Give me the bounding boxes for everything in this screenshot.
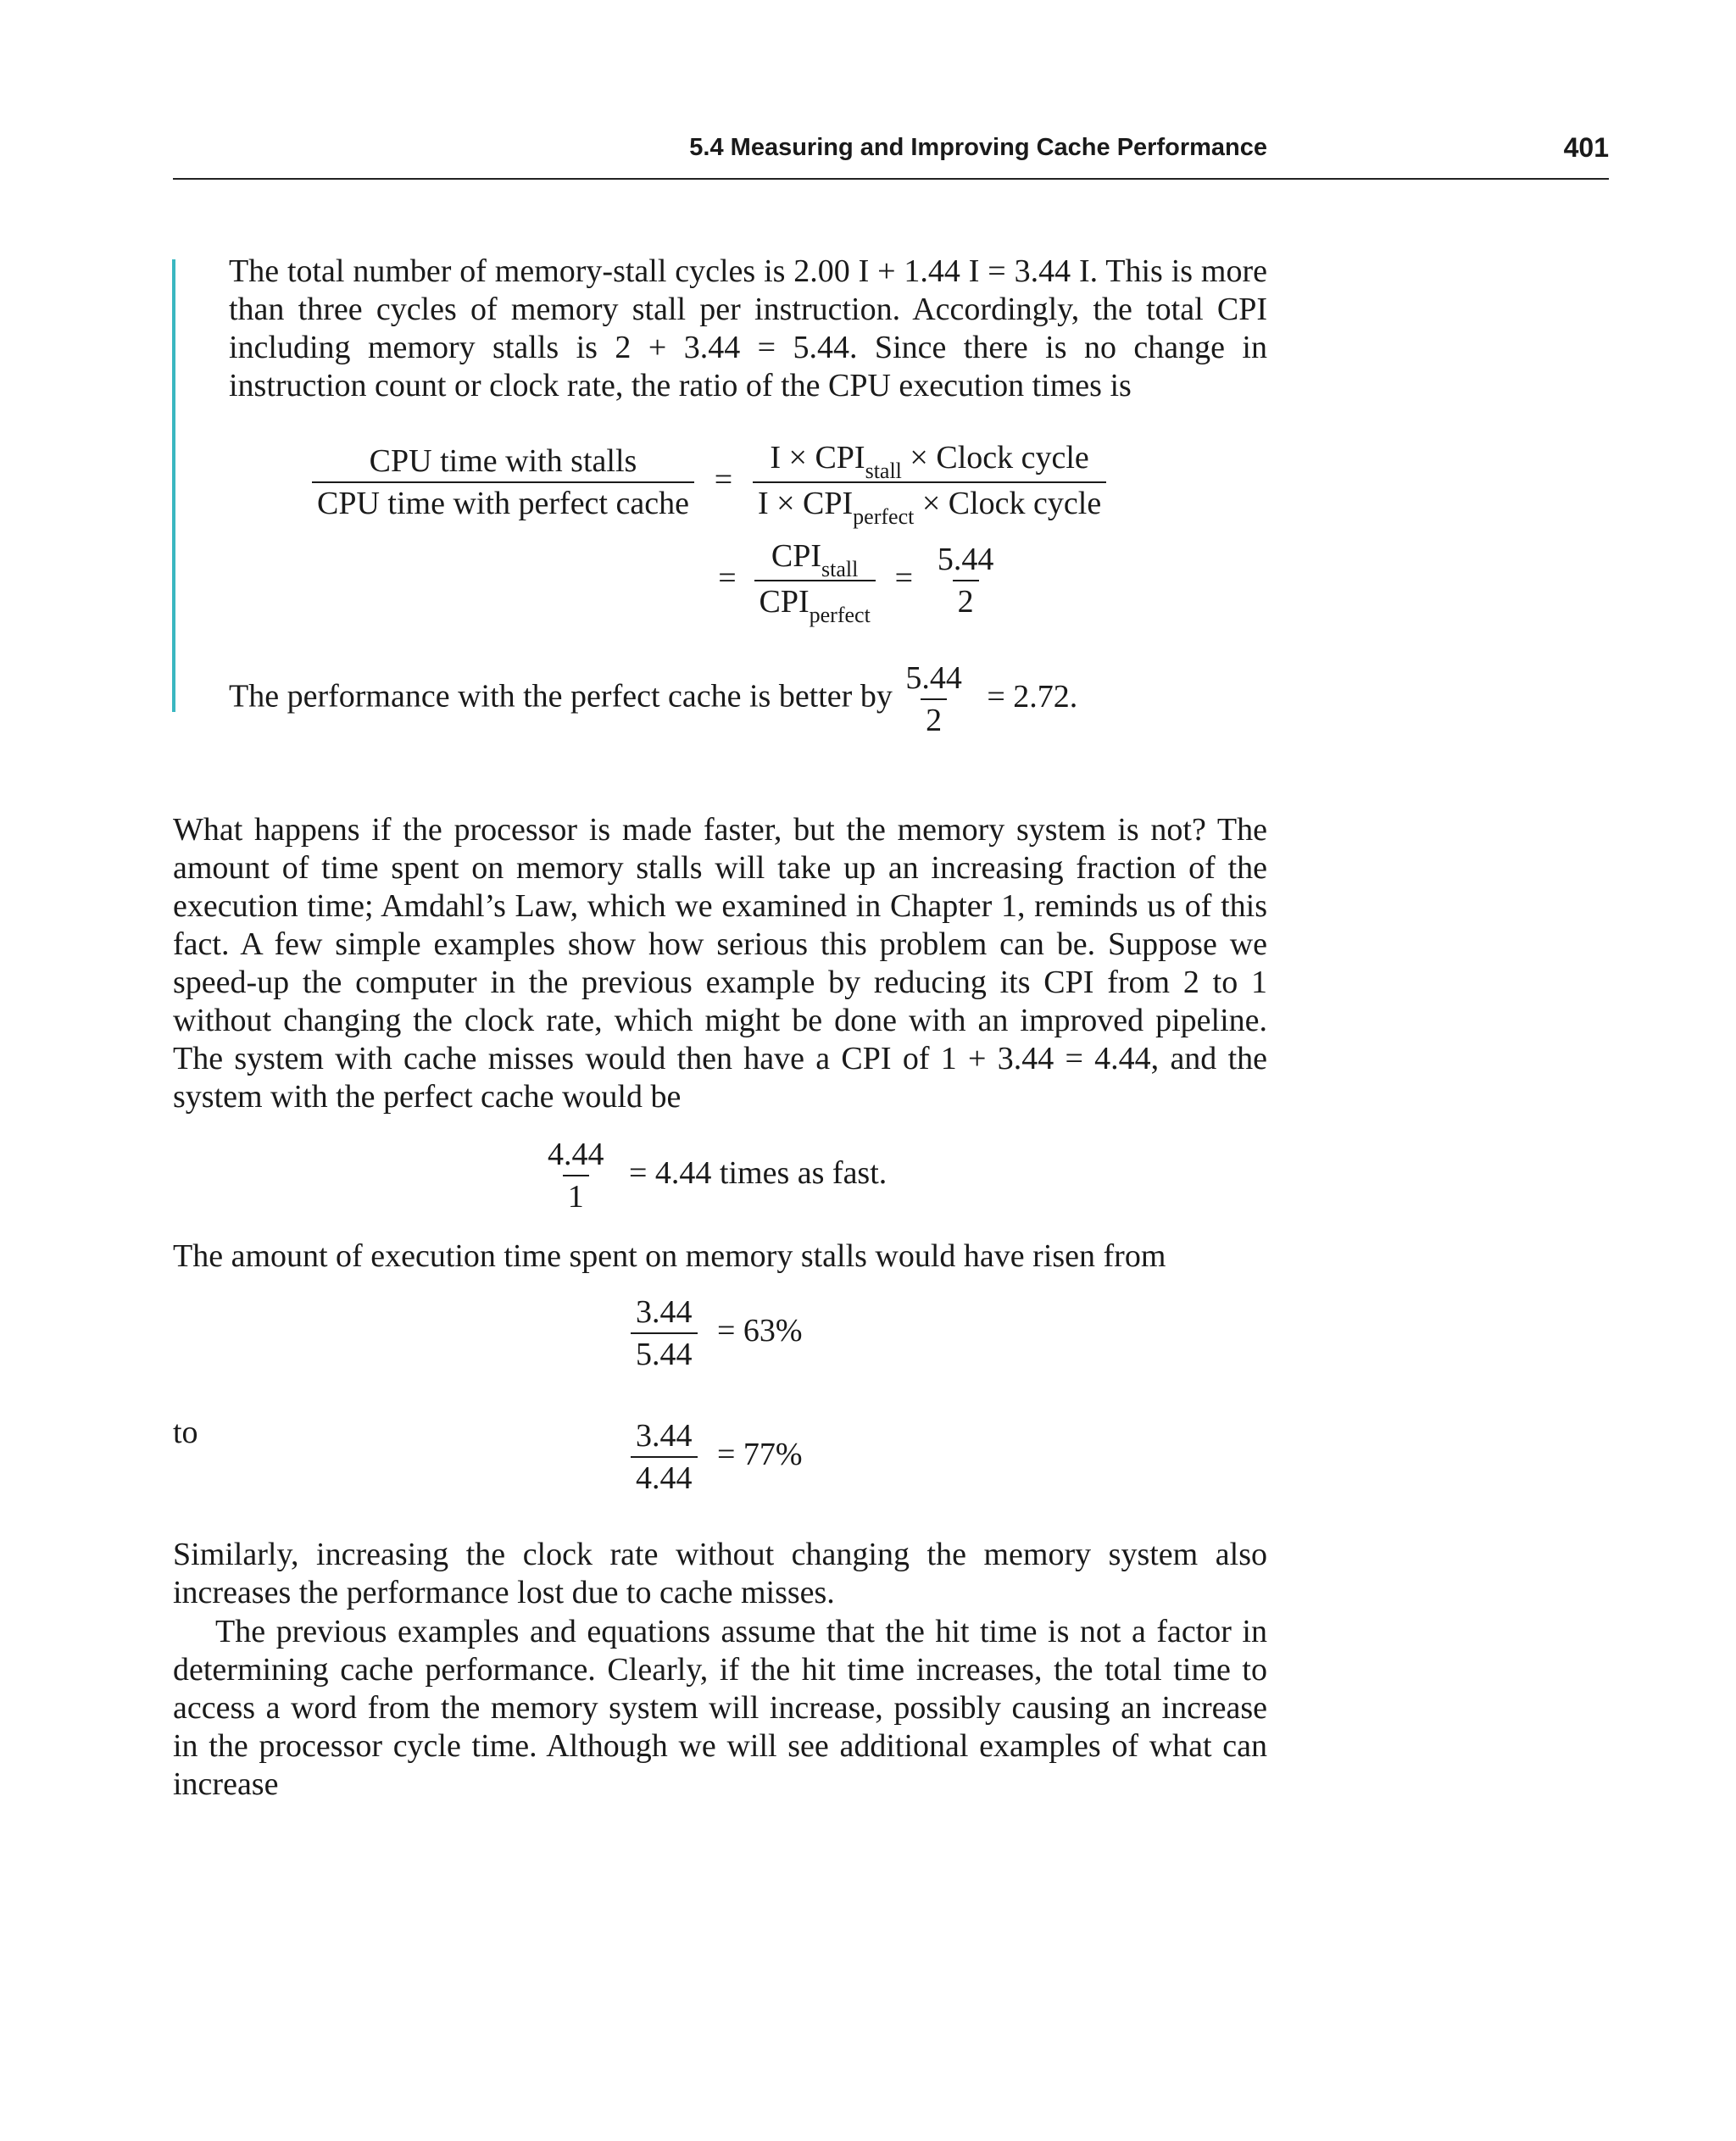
fraction-speedup xyxy=(900,658,967,741)
fraction-values xyxy=(932,539,999,622)
fraction-denominator: 1 xyxy=(563,1175,589,1217)
fraction-numerator xyxy=(766,536,863,580)
fraction-numerator: 3.44 xyxy=(636,1294,693,1330)
body-paragraph-3: The previous examples and equations assume that the hit time is not a factor in determining cache performance. Clearly, if the hit time increases, the total time to access a word from the memory system will increase, possibly causing an increase in the processor cycle time. Although we will see additional examples of what can increase xyxy=(173,1614,1267,1802)
equation-63-percent xyxy=(631,1292,803,1375)
fraction-denominator: 2 xyxy=(953,580,979,622)
fraction-numerator: 5.44 xyxy=(905,660,962,696)
subscript: perfect xyxy=(853,504,915,529)
equation-times-as-fast xyxy=(542,1134,887,1217)
fraction-denominator xyxy=(754,580,876,626)
equation-result: = 77% xyxy=(717,1436,803,1472)
equation-cpi-ratio xyxy=(709,536,999,626)
equals-sign: = xyxy=(714,461,733,498)
fraction-numerator: 4.44 xyxy=(548,1137,604,1172)
fraction-denominator xyxy=(753,481,1106,527)
fraction-denominator: 4.44 xyxy=(631,1456,698,1499)
term: CPI xyxy=(759,584,810,620)
fraction-denominator: 2 xyxy=(921,698,947,741)
term: I × CPI xyxy=(757,486,854,521)
example-conclusion xyxy=(229,658,1077,741)
term: × Clock cycle xyxy=(914,486,1102,521)
equation-result: = 4.44 times as fast. xyxy=(629,1154,887,1191)
to-label: to xyxy=(173,1415,198,1450)
fraction-cpi xyxy=(754,536,876,626)
body-line-risen-from: The amount of execution time spent on memory stalls would have risen from xyxy=(173,1238,1166,1274)
subscript: stall xyxy=(821,557,859,581)
equation-cpu-time-ratio xyxy=(312,437,1106,527)
fraction-numerator: CPU time with stalls xyxy=(369,443,637,479)
equation-77-percent xyxy=(631,1415,803,1499)
fraction-cpu-time xyxy=(312,441,694,524)
term: × Clock cycle xyxy=(901,440,1089,475)
equals-sign: = xyxy=(718,559,737,596)
body-paragraph-2: Similarly, increasing the clock rate without changing the memory system also increases the performance lost due to cache misses. xyxy=(173,1537,1267,1610)
fraction-numerator: 3.44 xyxy=(636,1418,693,1454)
term: I × CPI xyxy=(770,440,865,475)
subscript: stall xyxy=(865,459,902,483)
fraction-denominator: 5.44 xyxy=(631,1332,698,1375)
conclusion-result: = 2.72. xyxy=(987,678,1078,715)
fraction xyxy=(631,1415,698,1499)
fraction-denominator: CPU time with perfect cache xyxy=(312,481,694,524)
term: CPI xyxy=(771,538,822,574)
equation-result: = 63% xyxy=(717,1312,803,1349)
fraction xyxy=(542,1134,609,1217)
header-rule xyxy=(173,178,1609,180)
page-number: 401 xyxy=(1563,132,1609,163)
equals-sign: = xyxy=(894,559,914,596)
example-sidebar-bar xyxy=(172,259,175,712)
fraction xyxy=(631,1292,698,1375)
conclusion-text: The performance with the perfect cache is better by xyxy=(229,678,893,715)
fraction-numerator xyxy=(765,437,1093,481)
subscript: perfect xyxy=(809,603,871,627)
fraction-numerator: 5.44 xyxy=(937,542,994,577)
running-header-title: 5.4 Measuring and Improving Cache Performance xyxy=(689,134,1267,161)
body-paragraph-1: What happens if the processor is made faster, but the memory system is not? The amount of time spent on memory stalls will take up an increasing fraction of the execution time; Amdahl’s Law, which we examined in Chapter 1, reminds us of this fact. A few simple examples show how serious this problem can be. Suppose we speed-up the computer in the previous example by reducing its CPI from 2 to 1 without changing the clock rate, which might be done with an improved pipeline. The system with cache misses would then have a CPI of 1 + 3.44 = 4.44, and the system with the perfect cache would be xyxy=(173,812,1267,1115)
example-intro-paragraph: The total number of memory-stall cycles is 2.00 I + 1.44 I = 3.44 I. This is more than three cycles of memory stall per instruction. Accordingly, the total CPI including memory stalls is 2 + 3.44 = 5.44. Since there is no change in instruction count or clock rate, the ratio of the CPU execution times is xyxy=(229,253,1267,403)
fraction-cpi-clock xyxy=(753,437,1106,527)
